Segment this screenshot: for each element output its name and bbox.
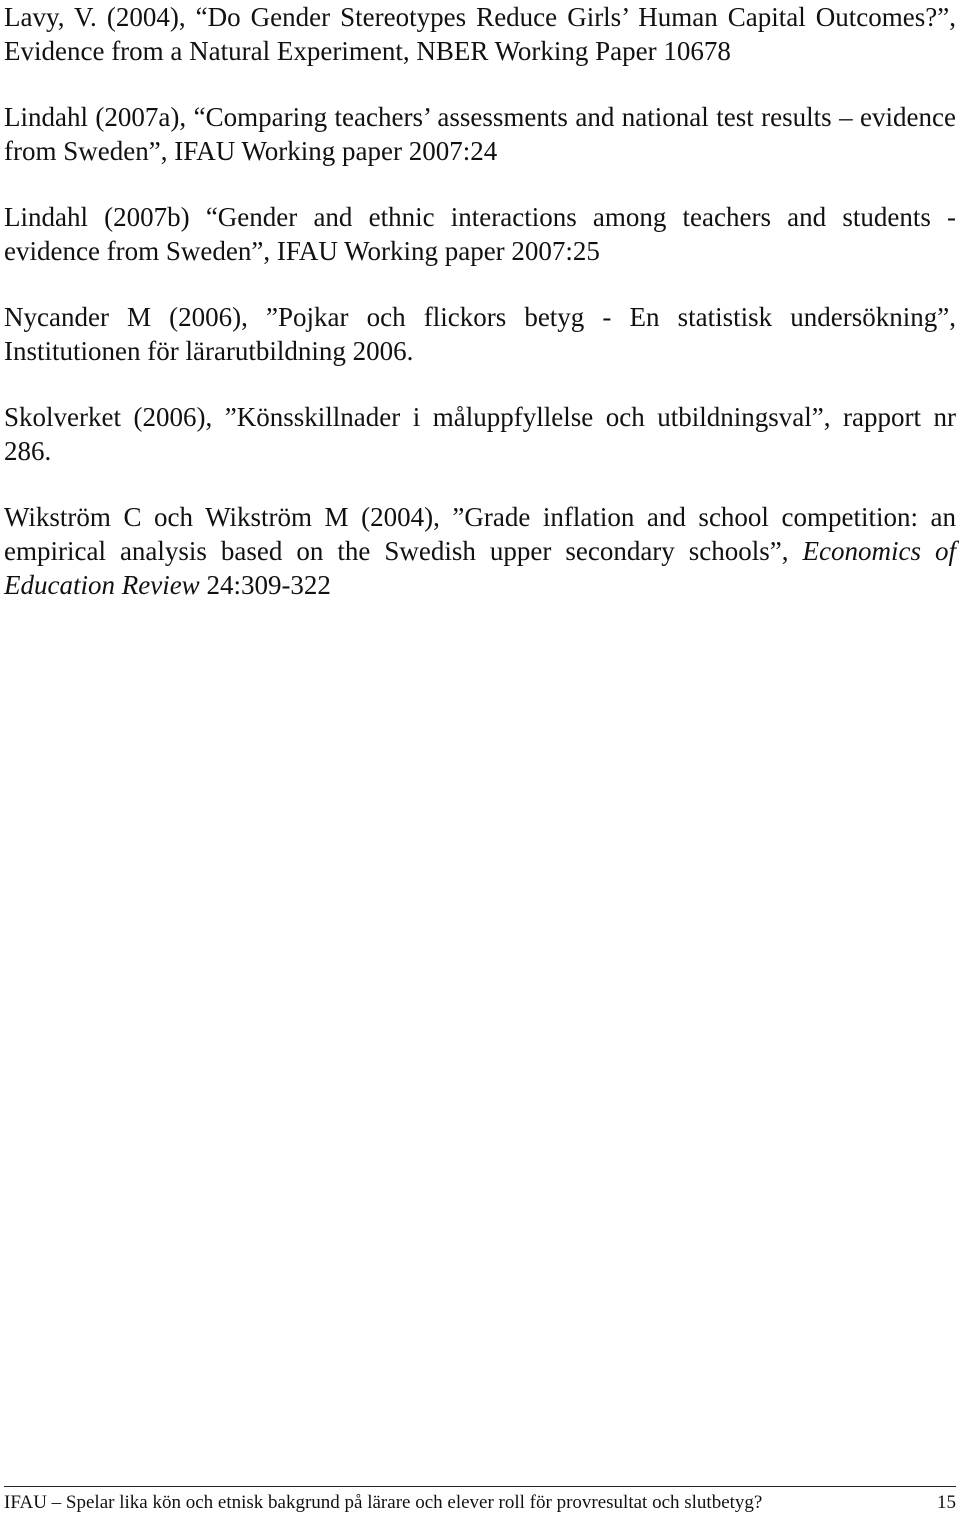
reference-nycander-2006: Nycander M (2006), ”Pojkar och flickors betyg - En statistisk undersökning”, Institutionen för lärarutbildning 2006. — [4, 302, 956, 366]
reference-list — [4, 0, 956, 634]
reference-lindahl-2007b: Lindahl (2007b) “Gender and ethnic interactions among teachers and students - evidence from Sweden”, IFAU Working paper 2007:25 — [4, 202, 956, 266]
reference-lavy-2004: Lavy, V. (2004), “Do Gender Stereotypes Reduce Girls’ Human Capital Outcomes?”, Evidence from a Natural Experiment, NBER Working Paper 10678 — [4, 2, 956, 66]
reference-wikstrom-pages: 24:309-322 — [206, 570, 331, 600]
reference-skolverket-2006: Skolverket (2006), ”Könsskillnader i måluppfyllelse och utbildningsval”, rapport nr 286. — [4, 402, 956, 466]
reference-wikstrom-2004 — [4, 500, 956, 602]
page-footer — [4, 1486, 956, 1514]
reference-wikstrom-main-text: Wikström C och Wikström M (2004), ”Grade inflation and school competition: an empirical analysis based on the Swedish upper secondary schools”, — [4, 502, 956, 566]
reference-wikstrom-journal: Economics of Education Review — [4, 536, 956, 600]
page-number: 15 — [937, 1492, 956, 1513]
reference-lindahl-2007a: Lindahl (2007a), “Comparing teachers’ assessments and national test results – evidence from Sweden”, IFAU Working paper 2007:24 — [4, 102, 956, 166]
footer-text: IFAU – Spelar lika kön och etnisk bakgrund på lärare och elever roll för provresultat och slutbetyg? — [4, 1492, 763, 1513]
